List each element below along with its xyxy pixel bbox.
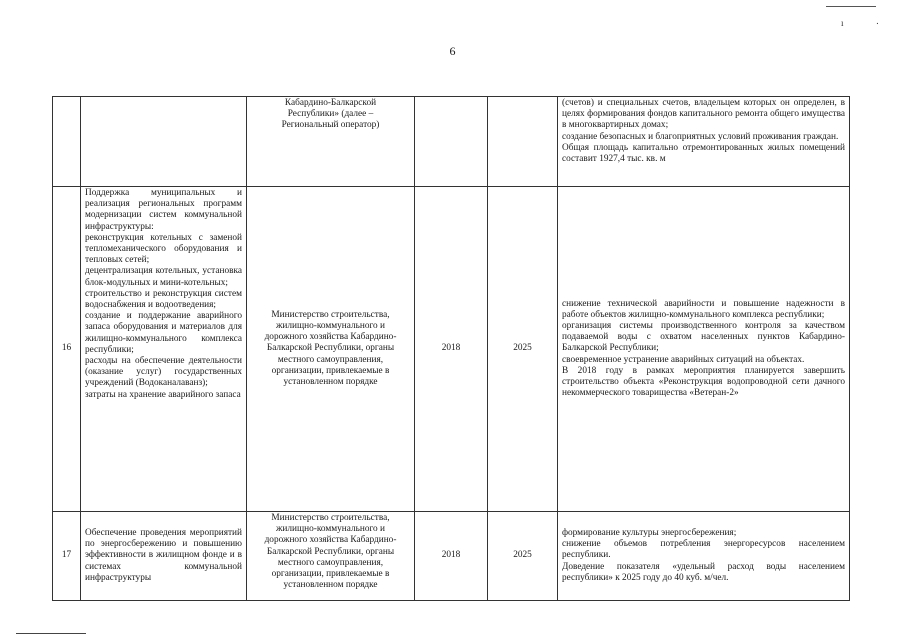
executor-line: жилищно-коммунального и [275,320,386,331]
activity-item: децентрализация котельных, установка блок-модульных и мини-котельных; [85,266,242,288]
executor-cell [247,97,415,187]
page-number: 6 [449,44,456,58]
results-cell [558,512,850,601]
results-cell [558,97,850,187]
activity-item: Обеспечение проведения мероприятий по энергосбережению и повышению эффективности в жилищном фонде и в системах коммунальной инфраструктуры [85,527,242,583]
top-rule [826,6,876,7]
result-paragraph: создание безопасных и благоприятных условий проживания граждан. [562,131,839,142]
table-row-16 [53,187,850,512]
activity-item: Поддержка муниципальных и реализация региональных программ модернизации систем коммунальной инфраструктуры: [85,188,242,232]
row-number-cell: 17 [53,512,81,601]
result-paragraph: Доведение показателя «удельный расход воды населением республики» к 2025 году до 40 куб. м/чел. [562,561,845,583]
result-paragraph: В 2018 году в рамках мероприятия планируется завершить строительство объекта «Реконструкция водопроводной сети дачного некоммерческого товарищества «Ветеран-2» [562,365,845,399]
executor-line: Министерство строительства, [271,513,390,523]
activity-cell [81,187,247,512]
executor-line: дорожного хозяйства Кабардино- [264,332,397,343]
start-year-cell [415,97,488,187]
result-paragraph: своевременное устранение аварийных ситуаций на объектах. [562,354,805,365]
result-paragraph: (счетов) и специальных счетов, владельцем которых он определен, в целях формирования фондов капитального ремонта общего имущества в многоквартирных домах; [562,98,845,131]
executor-line: местного самоуправления, [277,354,384,365]
start-year-cell: 2018 [415,512,488,601]
bottom-rule [16,633,86,634]
executor-cell [247,512,415,601]
activity-item: строительство и реконструкция систем водоснабжения и водоотведения; [85,288,242,311]
end-year-cell [488,97,558,187]
result-paragraph: снижение объемов потребления энергоресурсов населением республики. [562,539,845,561]
result-paragraph: организация системы производственного контроля за качеством подаваемой воды с охватом населенных пунктов Кабардино-Балкарской Республики; [562,320,845,354]
program-table [52,96,850,601]
activity-cell [81,97,247,187]
executor-line: установленном порядке [283,580,378,591]
activity-item: реконструкция котельных с заменой тепломеханического оборудования и тепловых сетей; [85,232,242,266]
table-row-continuation [53,97,850,187]
result-paragraph: формирование культуры энергосбережения; [562,527,737,538]
executor-line: жилищно-коммунального и [275,524,386,535]
row-number-cell: 16 [53,187,81,512]
executor-line: Балкарской Республики, органы [266,546,395,557]
executor-cell [247,187,415,512]
executor-line: Региональный оператор) [281,120,380,131]
result-paragraph: Общая площадь капитально отремонтированных жилых помещений составит 1927,4 тыс. кв. м [562,142,845,165]
executor-line: организации, привлекаемые в [271,569,390,580]
result-paragraph: снижение технической аварийности и повышение надежности в работе объектов жилищно-коммунального комплекса республики; [562,298,845,320]
start-year-cell: 2018 [415,187,488,512]
end-year-cell: 2025 [488,512,558,601]
executor-line: Министерство строительства, [271,309,390,320]
corner-mark-1: ı [841,18,844,28]
activity-item: затраты на хранение аварийного запаса [85,389,241,400]
executor-line: Кабардино-Балкарской [284,98,377,108]
row-number-cell [53,97,81,187]
executor-line: организации, привлекаемые в [271,365,390,376]
activity-item: создание и поддержание аварийного запаса оборудования и материалов для жилищно-коммунального комплекса республики; [85,311,242,355]
executor-line: местного самоуправления, [277,557,384,568]
executor-line: Республики» (далее – [287,109,374,120]
executor-line: дорожного хозяйства Кабардино- [264,535,397,546]
activity-item: расходы на обеспечение деятельности (оказание услуг) государственных учреждений (Водоканалаванз); [85,356,242,389]
activity-cell [81,512,247,601]
results-cell [558,187,850,512]
corner-mark-2: ٠ [875,18,880,28]
executor-line: Балкарской Республики, органы [266,343,395,354]
table-row-17 [53,512,850,601]
executor-line: установленном порядке [283,377,378,387]
end-year-cell: 2025 [488,187,558,512]
